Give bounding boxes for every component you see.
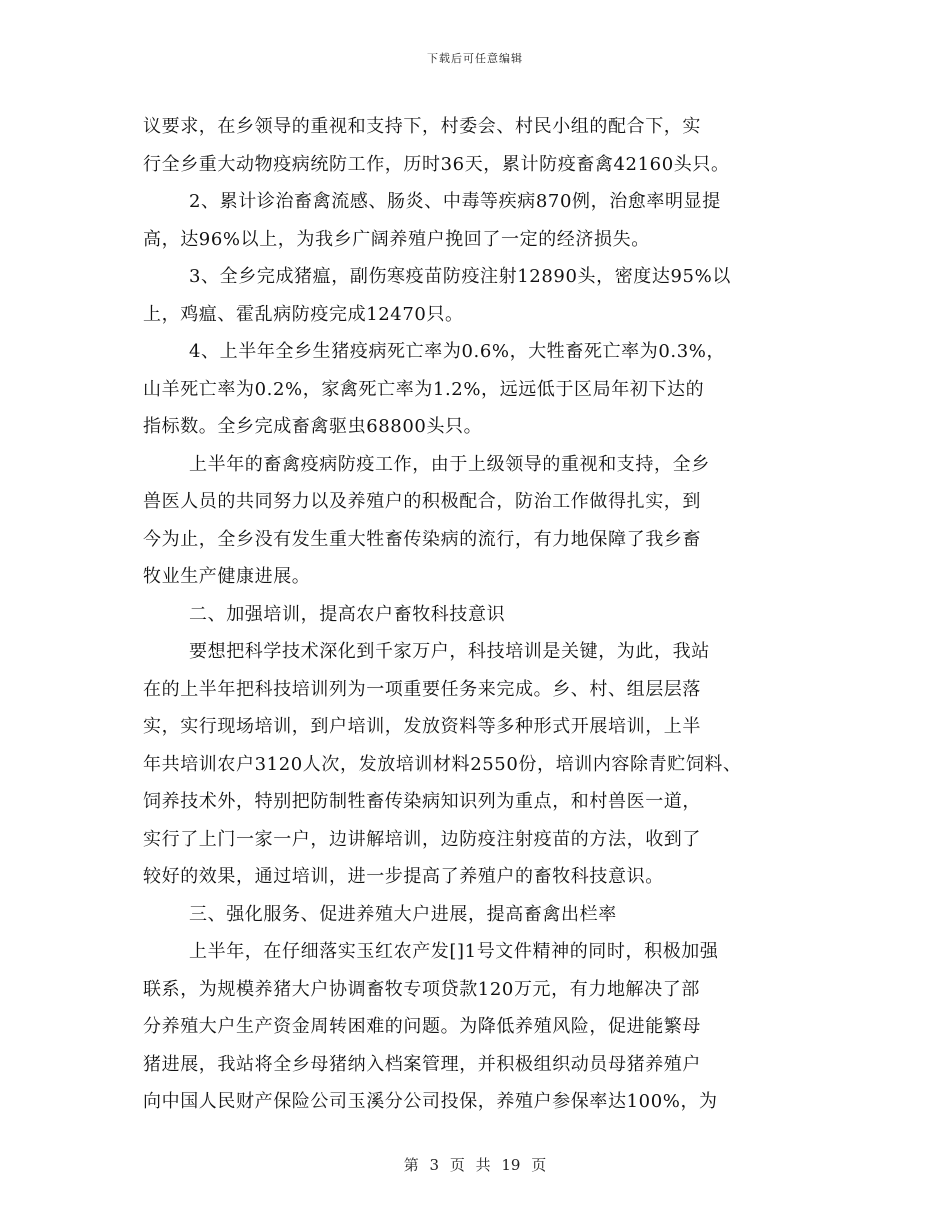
- text-line: 年共培训农户3120人次，发放培训材料2550份，培训内容除青贮饲料、: [143, 753, 742, 775]
- text-line: 饲养技术外，特别把防制牲畜传染病知识列为重点，和村兽医一道，: [143, 791, 701, 812]
- text-line: 猪进展，我站将全乡母猪纳入档案管理，并积极组织动员母猪养殖户: [143, 1053, 701, 1075]
- text-line: 分养殖大户生产资金周转困难的问题。为降低养殖风险，促进能繁母: [143, 1016, 701, 1037]
- text-line: 兽医人员的共同努力以及养殖户的积极配合，防治工作做得扎实，到: [143, 491, 701, 512]
- text-line: 实行了上门一家一户，边讲解培训，边防疫注射疫苗的方法，收到了: [143, 828, 701, 850]
- text-line: 在的上半年把科技培训列为一项重要任务来完成。乡、村、组层层落: [143, 678, 701, 700]
- text-line: 牧业生产健康进展。: [143, 566, 311, 587]
- text-line: 议要求，在乡领导的重视和支持下，村委会、村民小组的配合下，实: [143, 116, 701, 137]
- text-line: 4、上半年全乡生猪疫病死亡率为0.6%，大牲畜死亡率为0.3%，: [189, 341, 726, 362]
- text-line: 较好的效果，通过培训，进一步提高了养殖户的畜牧科技意识。: [143, 866, 664, 887]
- page-header: 下载后可任意编辑: [427, 52, 523, 65]
- text-line: 指标数。全乡完成畜禽驱虫68800头只。: [143, 416, 483, 437]
- document-body: [143, 108, 833, 1121]
- text-line: 三、强化服务、促进养殖大户进展，提高畜禽出栏率: [189, 903, 617, 925]
- text-line: 要想把科学技术深化到千家万户，科技培训是关键，为此，我站: [189, 641, 710, 662]
- text-line: 向中国人民财产保险公司玉溪分公司投保，养殖户参保率达100%，为: [143, 1091, 718, 1112]
- text-line: 上，鸡瘟、霍乱病防疫完成12470只。: [143, 303, 464, 325]
- text-line: 上半年，在仔细落实玉红农产发[]1号文件精神的同时，积极加强: [189, 941, 719, 962]
- text-line: 3、全乡完成猪瘟，副伤寒疫苗防疫注射12890头，密度达95%以: [189, 266, 731, 287]
- text-line: 今为止，全乡没有发生重大牲畜传染病的流行，有力地保障了我乡畜: [143, 528, 701, 550]
- text-line: 二、加强培训，提高农户畜牧科技意识: [189, 603, 506, 625]
- page-number: 第 3 页 共 19 页: [403, 1156, 547, 1174]
- text-line: 行全乡重大动物疫病统防工作，历时36天，累计防疫畜禽42160头只。: [143, 153, 730, 175]
- text-line: 山羊死亡率为0.2%，家禽死亡率为1.2%，远远低于区局年初下达的: [143, 378, 705, 400]
- text-line: 实，实行现场培训，到户培训，发放资料等多种形式开展培训，上半: [143, 716, 701, 737]
- text-line: 上半年的畜禽疫病防疫工作，由于上级领导的重视和支持，全乡: [189, 453, 710, 475]
- text-line: 2、累计诊治畜禽流感、肠炎、中毒等疾病870例，治愈率明显提: [189, 191, 721, 212]
- text-line: 高，达96%以上，为我乡广阔养殖户挽回了一定的经济损失。: [143, 228, 650, 250]
- text-line: 联系，为规模养猪大户协调畜牧专项贷款120万元，有力地解决了部: [143, 978, 700, 1000]
